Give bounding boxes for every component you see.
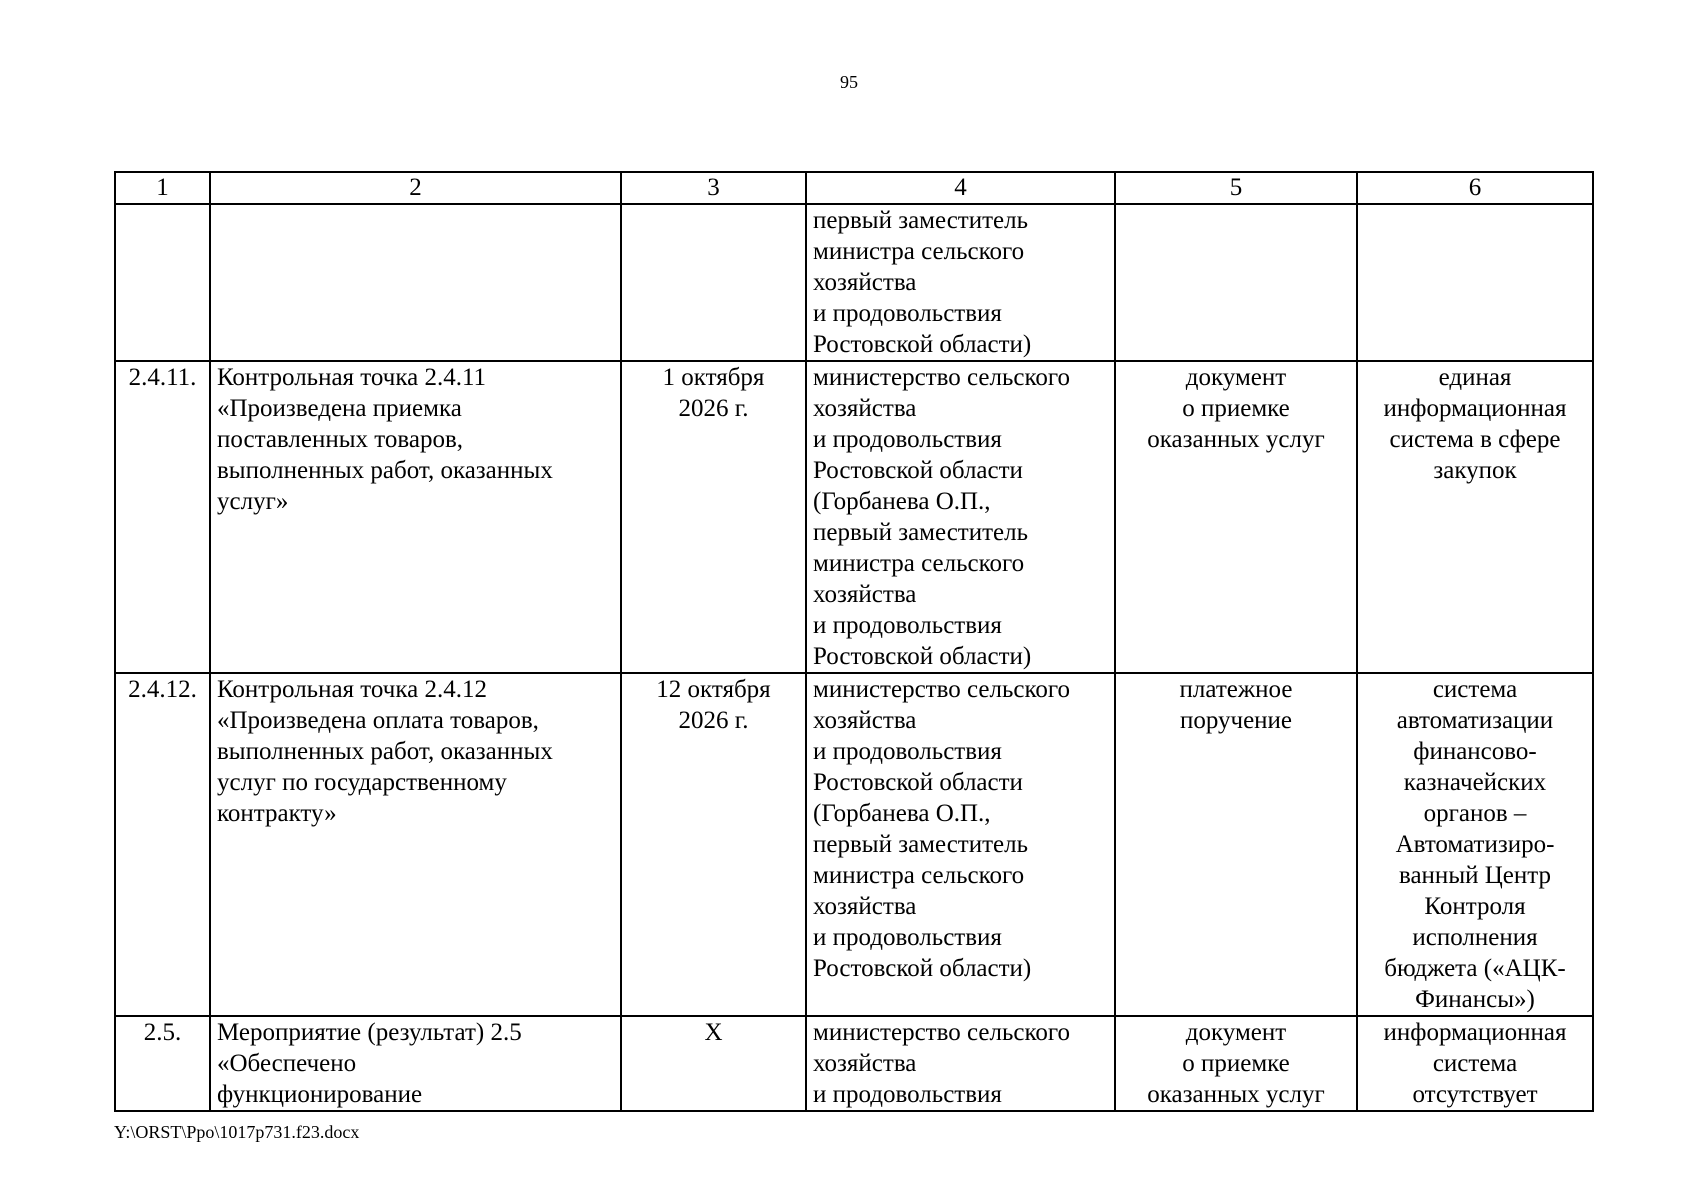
- row-date-cell: 1 октября 2026 г.: [621, 361, 806, 673]
- row-number-cell: 2.5.: [115, 1016, 210, 1111]
- data-table: [114, 171, 1594, 1112]
- row-system-cell: система автоматизации финансово- казначейских органов – Автоматизиро- ванный Центр Контроля исполнения бюджета («АЦК- Финансы»): [1357, 673, 1593, 1016]
- page-number: 95: [840, 72, 858, 92]
- row-document-cell: платежное поручение: [1115, 673, 1357, 1016]
- row-date-cell: 12 октября 2026 г.: [621, 673, 806, 1016]
- row-name-cell: [210, 204, 621, 361]
- row-responsible-cell: министерство сельского хозяйства и продовольствия Ростовской области (Горбанева О.П., первый заместитель министра сельского хозяйства и продовольствия Ростовской области): [806, 361, 1115, 673]
- column-header: 5: [1115, 172, 1357, 204]
- table-row: [115, 1016, 1593, 1111]
- table-header-row: [115, 172, 1593, 204]
- column-header: 2: [210, 172, 621, 204]
- row-responsible-cell: первый заместитель министра сельского хозяйства и продовольствия Ростовской области): [806, 204, 1115, 361]
- table-row: [115, 361, 1593, 673]
- row-document-cell: документ о приемке оказанных услуг: [1115, 1016, 1357, 1111]
- column-header: 3: [621, 172, 806, 204]
- column-header: 1: [115, 172, 210, 204]
- column-header: 4: [806, 172, 1115, 204]
- column-header: 6: [1357, 172, 1593, 204]
- row-name-cell: Контрольная точка 2.4.11 «Произведена приемка поставленных товаров, выполненных работ, оказанных услуг»: [210, 361, 621, 673]
- row-responsible-cell: министерство сельского хозяйства и продовольствия: [806, 1016, 1115, 1111]
- row-document-cell: [1115, 204, 1357, 361]
- row-responsible-cell: министерство сельского хозяйства и продовольствия Ростовской области (Горбанева О.П., первый заместитель министра сельского хозяйства и продовольствия Ростовской области): [806, 673, 1115, 1016]
- row-date-cell: X: [621, 1016, 806, 1111]
- row-system-cell: [1357, 204, 1593, 361]
- row-system-cell: единая информационная система в сфере закупок: [1357, 361, 1593, 673]
- file-path-footer: Y:\ORST\Ppo\1017p731.f23.docx: [114, 1122, 360, 1142]
- row-name-cell: Контрольная точка 2.4.12 «Произведена оплата товаров, выполненных работ, оказанных услуг по государственному контракту»: [210, 673, 621, 1016]
- row-number-cell: 2.4.12.: [115, 673, 210, 1016]
- row-number-cell: [115, 204, 210, 361]
- row-document-cell: документ о приемке оказанных услуг: [1115, 361, 1357, 673]
- row-date-cell: [621, 204, 806, 361]
- table-row: [115, 204, 1593, 361]
- row-number-cell: 2.4.11.: [115, 361, 210, 673]
- row-system-cell: информационная система отсутствует: [1357, 1016, 1593, 1111]
- row-name-cell: Мероприятие (результат) 2.5 «Обеспечено функционирование: [210, 1016, 621, 1111]
- table-row: [115, 673, 1593, 1016]
